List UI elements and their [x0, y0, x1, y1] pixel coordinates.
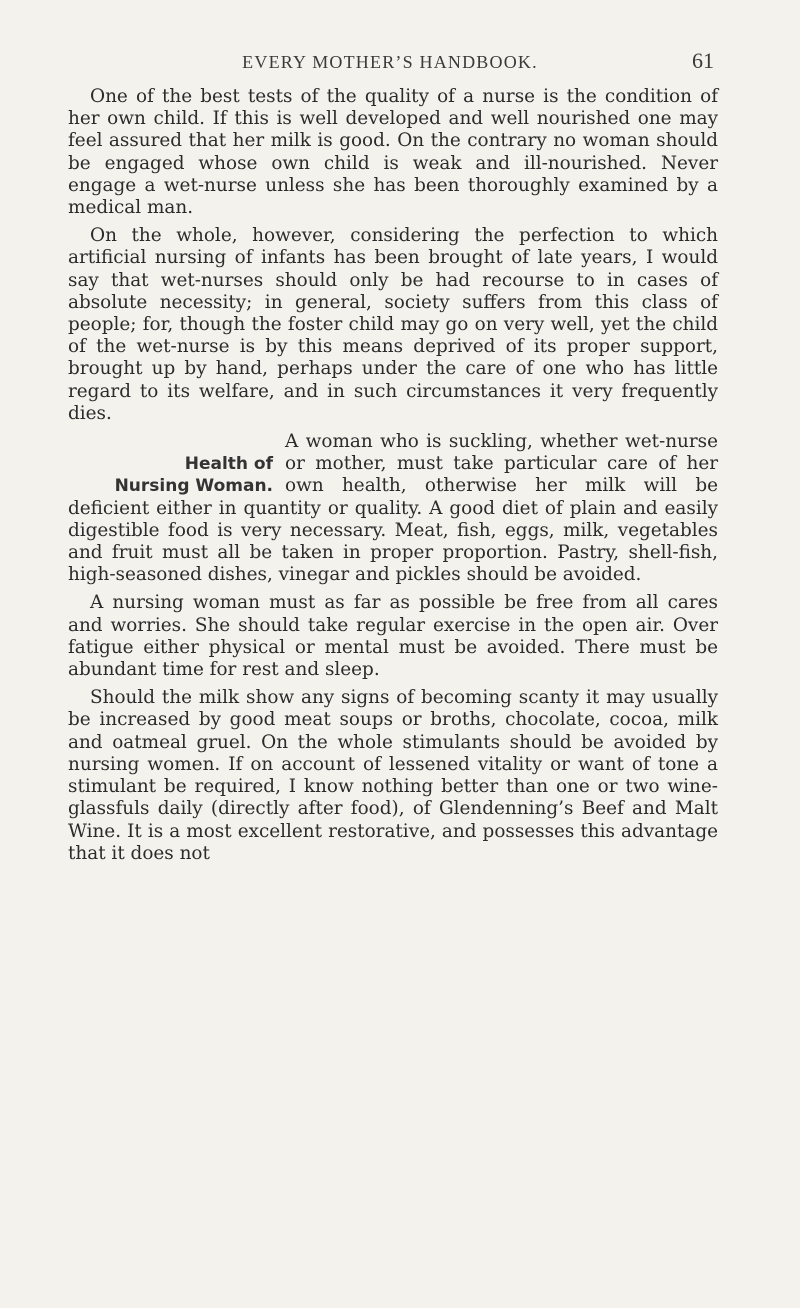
body-text — [68, 86, 718, 865]
page-number: 61 — [692, 48, 714, 73]
paragraph-diet: A woman who is suckling, whether wet-nurse or mother, must take particular care of her own health, otherwise her milk will be deficient either in quantity or quality. A good diet of plain and easily digestible food is very necessary. Meat, fish, eggs, milk, vegetables and fruit must all be taken in proper proportion. Pastry, shell-fish, high-seasoned dishes, vinegar and pickles should be avoided. — [68, 431, 718, 586]
paragraph-milk-scanty: Should the milk show any signs of becoming scanty it may usually be increased by good meat soups or broths, chocolate, cocoa, milk and oatmeal gruel. On the whole stimulants should be avoided by nursing women. If on account of lessened vitality or want of tone a stimulant be required, I know nothing better than one or two wine-glassfuls daily (directly after food), of Glendenning’s Beef and Malt Wine. It is a most excellent restorative, and possesses this advantage that it does not — [68, 687, 718, 864]
sidehead — [68, 453, 273, 497]
paragraph-rest: A nursing woman must as far as possible be free from all cares and worries. She should take regular exercise in the open air. Over fatigue either physical or mental must be avoided. There must be abundant time for rest and sleep. — [68, 592, 718, 681]
paragraph-nurse-quality: One of the best tests of the quality of a nurse is the condition of her own child. If this is well developed and well nourished one may feel assured that her milk is good. On the contrary no woman should be engaged whose own child is weak and ill-nourished. Never engage a wet-nurse unless she has been thoroughly examined by a medical man. — [68, 86, 718, 219]
paragraph-artificial-nursing: On the whole, however, considering the perfection to which artificial nursing of infants has been brought of late years, I would say that wet-nurses should only be had recourse to in cases of absolute necessity; in general, society suffers from this class of people; for, though the foster child may go on very well, yet the child of the wet-nurse is by this means deprived of its proper support, brought up by hand, perhaps under the care of one who has little regard to its welfare, and in such circumstances it very frequently dies. — [68, 225, 718, 424]
sidehead-line-2: Nursing Woman. — [114, 476, 273, 497]
section-health-of-nursing-woman — [68, 431, 718, 586]
sidehead-line-1: Health of — [184, 454, 273, 475]
running-head: EVERY MOTHER’S HANDBOOK. — [242, 52, 538, 72]
